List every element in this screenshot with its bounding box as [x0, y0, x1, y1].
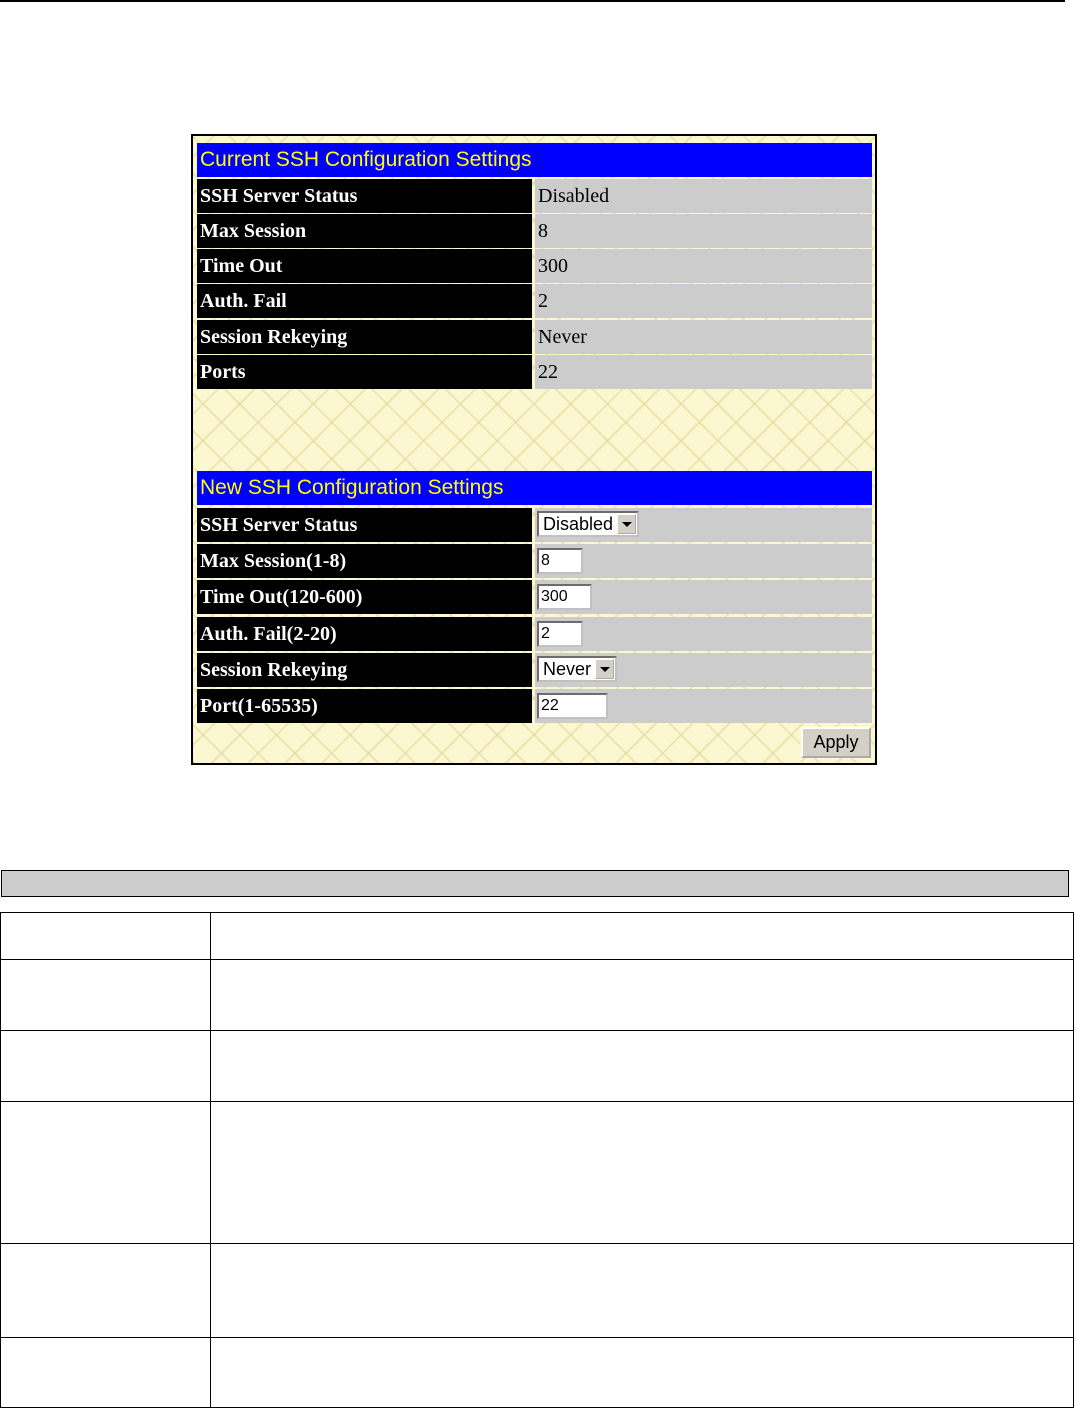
time-out-input[interactable]: 300 — [537, 584, 592, 610]
new-row-auth-fail — [197, 617, 872, 651]
table-row — [1, 960, 1074, 1031]
new-value-cell — [535, 544, 872, 578]
current-label: Ports — [197, 355, 532, 389]
current-label: Session Rekeying — [197, 320, 532, 354]
new-label: Port(1-65535) — [197, 689, 532, 723]
new-label: Session Rekeying — [197, 653, 532, 687]
description-table-header-bar — [1, 870, 1069, 897]
page-top-rule — [0, 0, 1065, 2]
current-value: 2 — [535, 284, 872, 318]
current-row-auth-fail — [197, 284, 872, 318]
new-value-cell — [535, 580, 872, 614]
ssh-server-status-selected: Disabled — [543, 514, 614, 534]
current-row-max-session — [197, 214, 872, 248]
port-input[interactable]: 22 — [537, 693, 608, 719]
current-value: Never — [535, 320, 872, 354]
description-cell — [211, 1102, 1074, 1243]
parameter-cell — [1, 1243, 211, 1337]
new-label: SSH Server Status — [197, 508, 532, 542]
chevron-down-icon[interactable] — [595, 659, 614, 679]
new-row-port — [197, 689, 872, 723]
session-rekeying-select[interactable] — [537, 656, 617, 682]
description-cell — [211, 1337, 1074, 1407]
current-label: SSH Server Status — [197, 179, 532, 213]
new-label: Auth. Fail(2-20) — [197, 617, 532, 651]
current-label: Time Out — [197, 249, 532, 283]
parameter-description-table — [0, 912, 1074, 1408]
parameter-cell — [1, 913, 211, 960]
table-row — [1, 1031, 1074, 1102]
parameter-cell — [1, 1337, 211, 1407]
new-label: Time Out(120-600) — [197, 580, 532, 614]
new-settings-header: New SSH Configuration Settings — [197, 471, 872, 505]
table-row — [1, 1243, 1074, 1337]
chevron-down-icon[interactable] — [617, 514, 636, 534]
current-label: Auth. Fail — [197, 284, 532, 318]
current-row-session-rekeying — [197, 320, 872, 354]
current-label: Max Session — [197, 214, 532, 248]
session-rekeying-selected: Never — [543, 659, 592, 679]
new-value-cell — [535, 617, 872, 651]
parameter-cell — [1, 1031, 211, 1102]
max-session-input[interactable]: 8 — [537, 548, 583, 574]
current-row-ssh-server-status — [197, 179, 872, 213]
current-value: 8 — [535, 214, 872, 248]
current-value: Disabled — [535, 179, 872, 213]
table-row — [1, 1337, 1074, 1407]
description-cell — [211, 1031, 1074, 1102]
new-value-cell — [535, 689, 872, 723]
current-row-ports — [197, 355, 872, 389]
auth-fail-input[interactable]: 2 — [537, 621, 583, 647]
description-cell — [211, 913, 1074, 960]
ssh-configuration-panel — [191, 134, 877, 765]
new-row-time-out — [197, 580, 872, 614]
new-value-cell — [535, 653, 872, 687]
table-row — [1, 1102, 1074, 1243]
description-cell — [211, 1243, 1074, 1337]
parameter-cell — [1, 960, 211, 1031]
current-row-time-out — [197, 249, 872, 283]
table-row — [1, 913, 1074, 960]
current-value: 22 — [535, 355, 872, 389]
new-row-ssh-server-status — [197, 508, 872, 542]
current-value: 300 — [535, 249, 872, 283]
new-row-session-rekeying — [197, 653, 872, 687]
new-row-max-session — [197, 544, 872, 578]
current-settings-header: Current SSH Configuration Settings — [197, 143, 872, 177]
ssh-server-status-select[interactable] — [537, 511, 639, 537]
new-label: Max Session(1-8) — [197, 544, 532, 578]
parameter-cell — [1, 1102, 211, 1243]
description-cell — [211, 960, 1074, 1031]
new-value-cell — [535, 508, 872, 542]
apply-button[interactable]: Apply — [801, 727, 871, 758]
